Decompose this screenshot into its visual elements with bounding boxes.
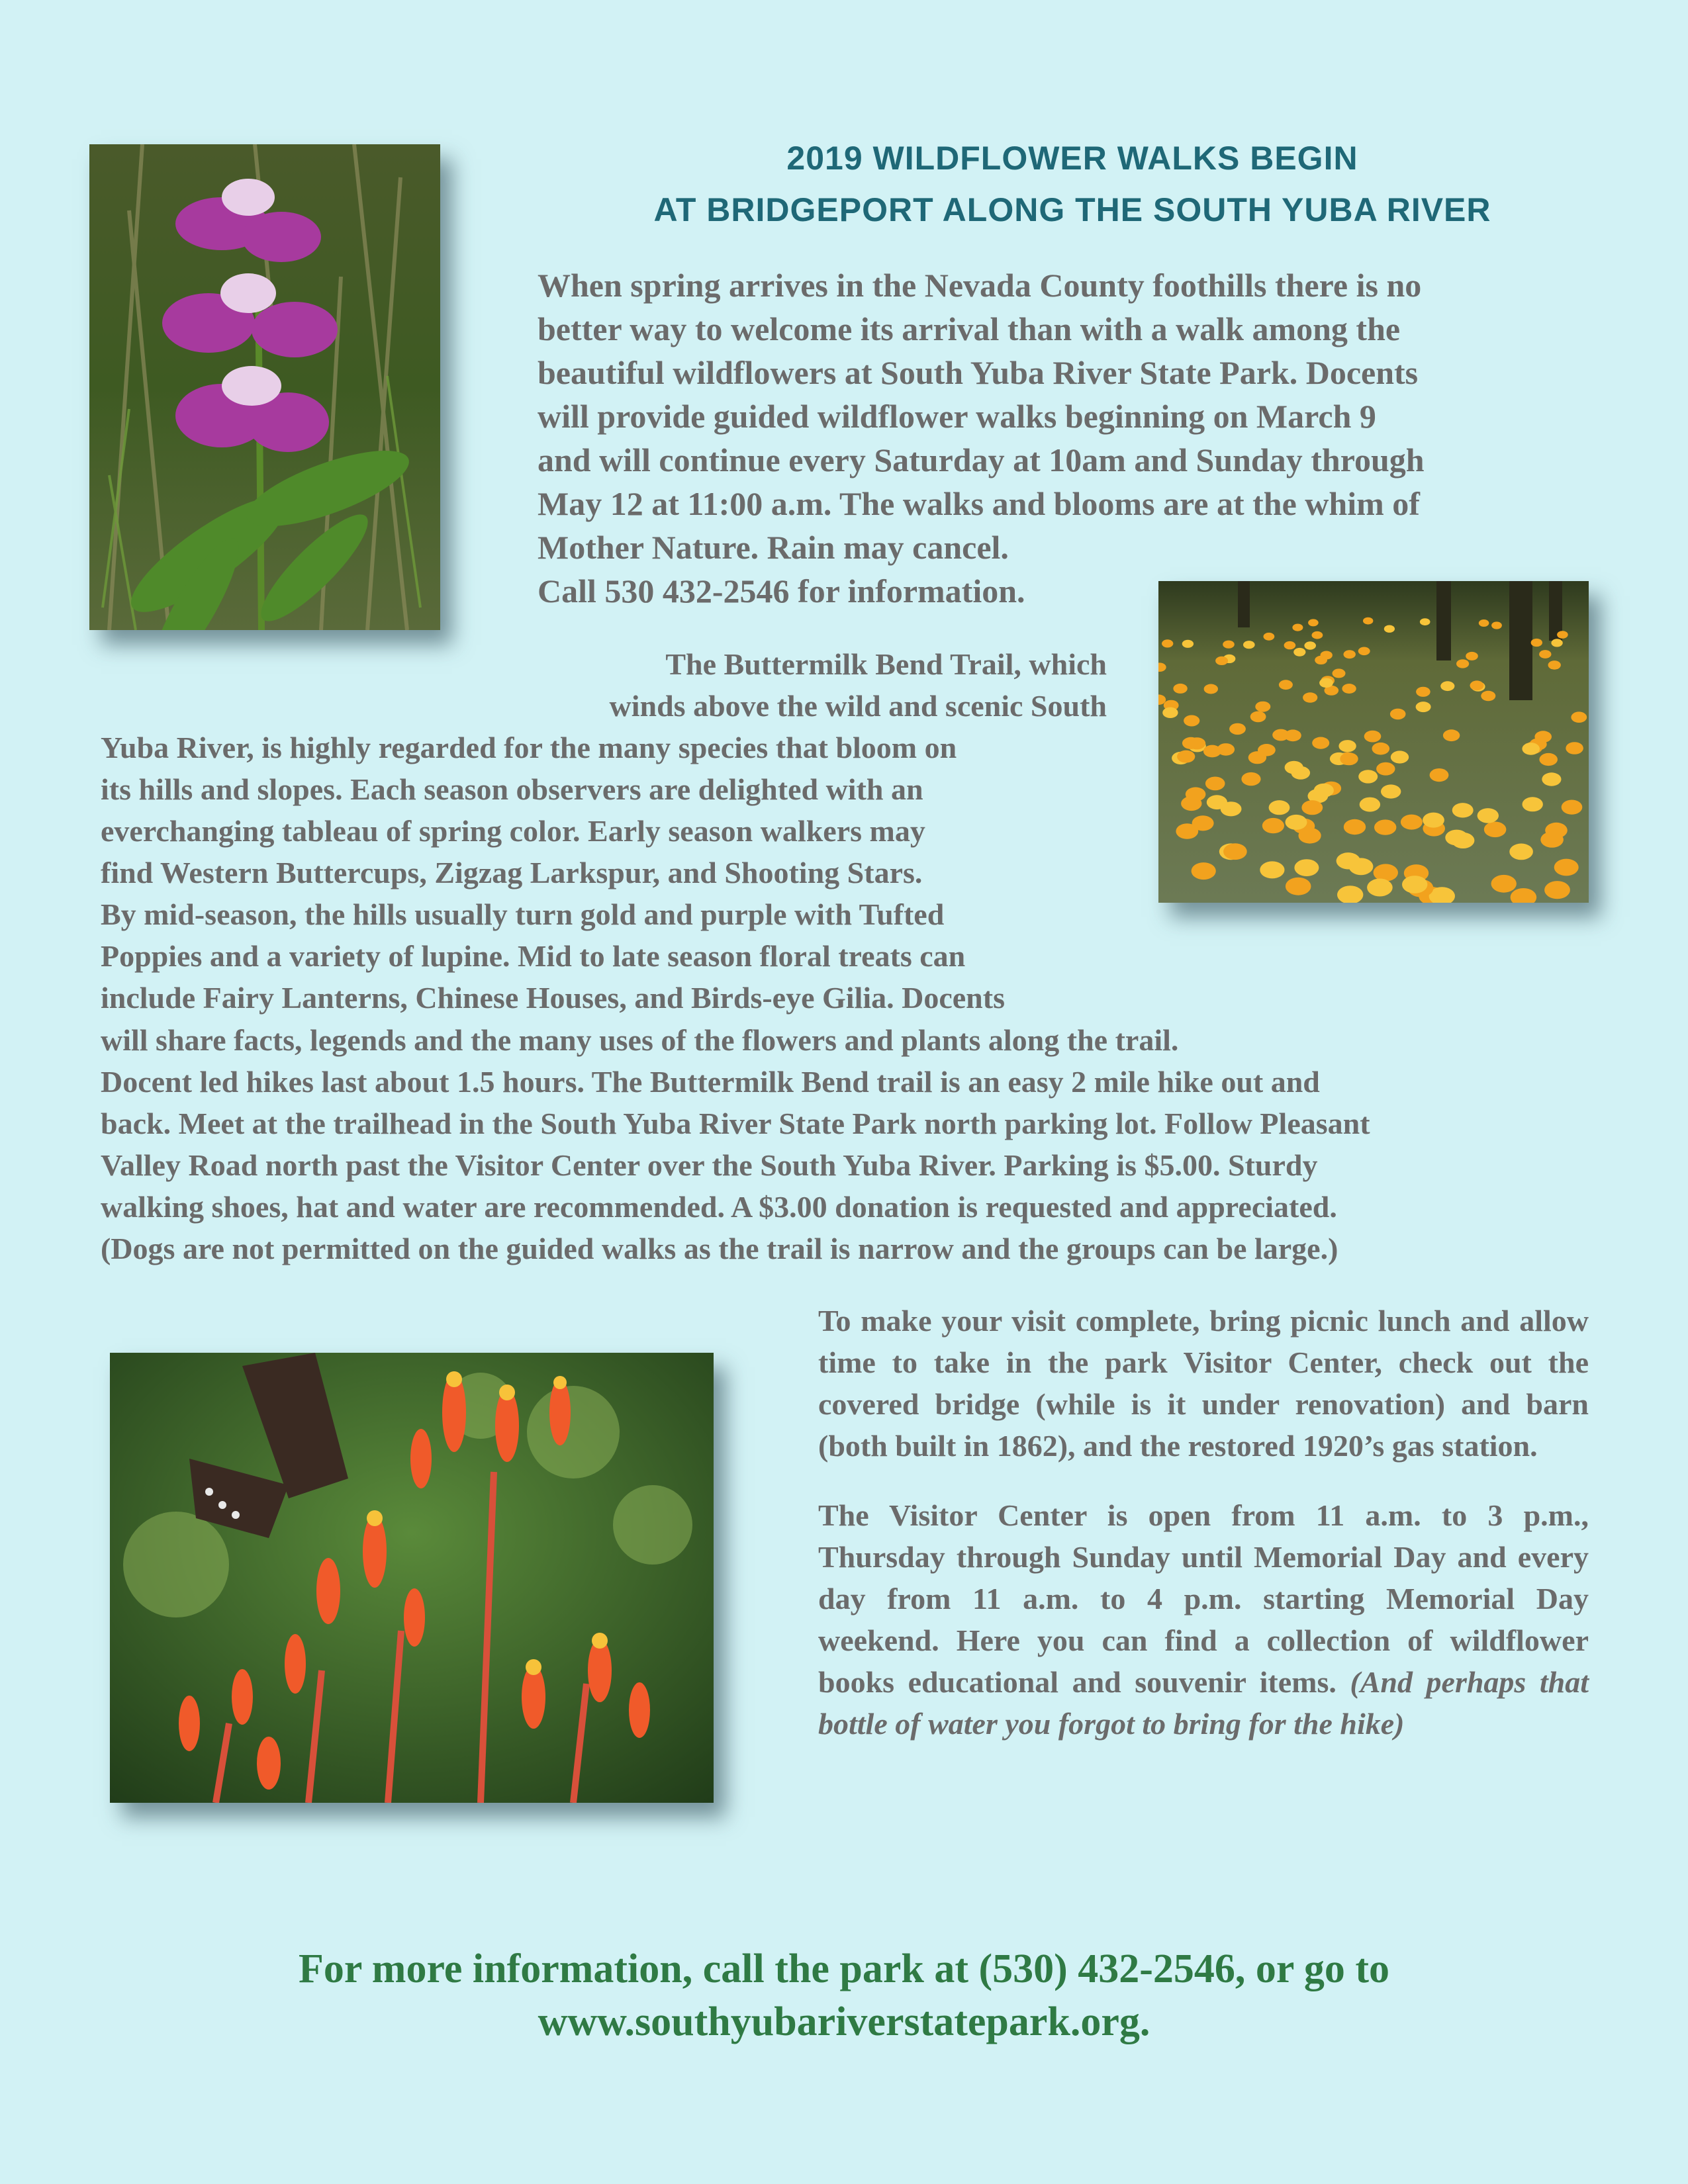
intro-line: Mother Nature. Rain may cancel.	[538, 529, 1009, 566]
trail-line: find Western Buttercups, Zigzag Larkspur, and Shooting Stars.	[101, 856, 923, 889]
intro-line: and will continue every Saturday at 10am and Sunday through	[538, 441, 1425, 478]
trail-line: Poppies and a variety of lupine. Mid to late season floral treats can	[101, 939, 966, 973]
trail-paragraph-continued	[101, 1019, 1590, 1269]
trail-line: its hills and slopes. Each season observers are delighted with an	[101, 772, 923, 806]
trail-line: Yuba River, is highly regarded for the many species that bloom on	[101, 731, 957, 764]
trail-line: Docent led hikes last about 1.5 hours. The Buttermilk Bend trail is an easy 2 mile hike out and	[101, 1065, 1320, 1099]
headline-line-1: 2019 WILDFLOWER WALKS BEGIN	[786, 140, 1358, 177]
purple-wildflower-photo	[89, 144, 440, 630]
intro-paragraph	[538, 263, 1597, 613]
trail-line: The Buttermilk Bend Trail, which	[665, 647, 1107, 681]
intro-line: Call 530 432-2546 for information.	[538, 572, 1025, 610]
visit-info-section	[818, 1300, 1589, 1745]
water-reminder-text: (And perhaps that bottle of water you forgot to bring for the hike)	[818, 1665, 1589, 1741]
trail-line: back. Meet at the trailhead in the South Yuba River State Park north parking lot. Follow Pleasant	[101, 1107, 1370, 1140]
footer-contact	[99, 1942, 1589, 2048]
intro-line: beautiful wildflowers at South Yuba River State Park. Docents	[538, 354, 1419, 391]
trail-paragraph	[101, 643, 1107, 1019]
trail-line: winds above the wild and scenic South	[609, 689, 1107, 723]
trail-line: everchanging tableau of spring color. Early season walkers may	[101, 814, 925, 848]
headline-line-2: AT BRIDGEPORT ALONG THE SOUTH YUBA RIVER	[653, 191, 1491, 228]
butterfly-flower-photo	[110, 1353, 714, 1803]
intro-line: May 12 at 11:00 a.m. The walks and blooms are at the whim of	[538, 485, 1420, 522]
footer-phone-line: For more information, call the park at (530) 432-2546, or go to	[299, 1946, 1389, 1991]
trail-line: By mid-season, the hills usually turn gold and purple with Tufted	[101, 897, 945, 931]
page-headline	[530, 132, 1615, 236]
intro-line: When spring arrives in the Nevada County foothills there is no	[538, 267, 1422, 304]
poppy-field-photo	[1158, 581, 1589, 903]
trail-line: (Dogs are not permitted on the guided walks as the trail is narrow and the groups can be large.)	[101, 1232, 1338, 1265]
intro-line: will provide guided wildflower walks beginning on March 9	[538, 398, 1376, 435]
intro-line: better way to welcome its arrival than with a walk among the	[538, 310, 1401, 347]
visitor-center-text: The Visitor Center is open from 11 a.m. to 3 p.m., Thursday through Sunday until Memorial Day and every day from 11 a.m. to 4 p.m. starting Memorial Day weekend. Here you can find a collection of wildflower books educational and souvenir items.	[818, 1498, 1589, 1699]
trail-line: walking shoes, hat and water are recommended. A $3.00 donation is requested and appreciated.	[101, 1190, 1337, 1224]
trail-line: Valley Road north past the Visitor Center over the South Yuba River. Parking is $5.00. Sturdy	[101, 1148, 1318, 1182]
footer-website-link[interactable]: www.southyubariverstatepark.org.	[538, 1999, 1150, 2044]
visitor-center-paragraph	[818, 1494, 1589, 1745]
visit-paragraph: To make your visit complete, bring picnic lunch and allow time to take in the park Visitor Center, check out the covered bridge (while is it under renovation) and barn (both built in 1862), and the restored 1920’s gas station.	[818, 1304, 1589, 1463]
trail-line: include Fairy Lanterns, Chinese Houses, and Birds-eye Gilia. Docents	[101, 981, 1005, 1015]
trail-line: will share facts, legends and the many uses of the flowers and plants along the trail.	[101, 1023, 1179, 1057]
